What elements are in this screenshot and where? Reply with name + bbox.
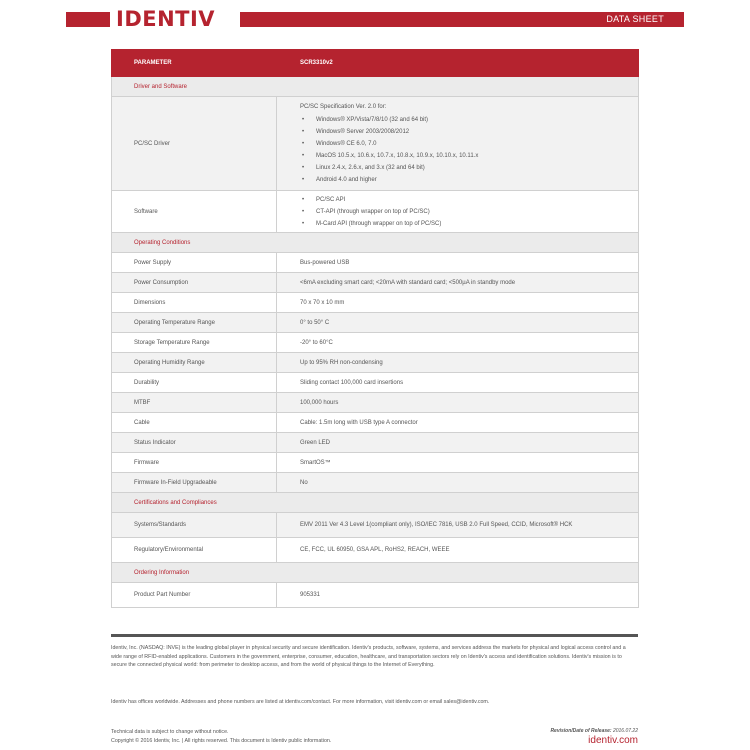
table-row [112,413,639,433]
table-row [112,538,639,563]
software-value [277,191,639,233]
list-item: • MacOS 10.5.x, 10.6.x, 10.7.x, 10.8.x, 10.9.x, 10.10.x, 10.11.x [300,150,638,162]
section-row-operating [112,233,639,253]
list-item: • Android 4.0 and higher [300,174,638,186]
table-row [112,273,639,293]
row-value: Bus-powered USB [277,253,639,273]
row-label: Status Indicator [112,433,277,453]
row-value: CE, FCC, UL 60950, GSA APL, RoHS2, REACH, WEEE [277,538,639,563]
row-value: SmartOS™ [277,453,639,473]
revision-label: Revision/Date of Release: [550,728,612,734]
table-row [112,583,639,608]
row-label: Firmware [112,453,277,473]
list-item: • Windows® Server 2003/2008/2012 [300,126,638,138]
row-label: Operating Temperature Range [112,313,277,333]
table-row [112,293,639,313]
row-label: Power Consumption [112,273,277,293]
row-value: 100,000 hours [277,393,639,413]
table-row [112,333,639,353]
row-value: Up to 95% RH non-condensing [277,353,639,373]
section-title-certs: Certifications and Compliances [112,493,639,513]
list-item: • Windows® XP/Vista/7/8/10 (32 and 64 bit) [300,114,638,126]
row-value: EMV 2011 Ver 4.3 Level 1(compliant only), ISO/IEC 7816, USB 2.0 Full Speed, CCID, Microsoft® HCK [277,513,639,538]
list-item: • Linux 2.4.x, 2.6.x, and 3.x (32 and 64 bit) [300,162,638,174]
row-value: Cable: 1.5m long with USB type A connector [277,413,639,433]
section-title-ordering: Ordering Information [112,563,639,583]
header-model: SCR3310v2 [277,50,639,77]
list-item: • M-Card API (through wrapper on top of PC/SC) [300,218,638,230]
section-row-certs [112,493,639,513]
row-label: Operating Humidity Range [112,353,277,373]
section-title-operating: Operating Conditions [112,233,639,253]
table-row [112,513,639,538]
row-value: -20° to 60°C [277,333,639,353]
table-row [112,393,639,413]
row-value: Sliding contact 100,000 card insertions [277,373,639,393]
list-item: • CT-API (through wrapper on top of PC/SC) [300,206,638,218]
row-value: 905331 [277,583,639,608]
pcsc-label: PC/SC Driver [112,97,277,191]
table-row-pcsc [112,97,639,191]
company-description: Identiv, Inc. (NASDAQ: INVE) is the leading global player in physical security and secure identification. Identiv's products, software, systems, and services address the markets for physical and logical access control and a wide range of RFID-enabled applications. Customers in the government, enterprise, consumer, education, healthcare, and transportation sectors rely on Identiv's access and identification solutions. Identiv's mission is to secure the connected physical world: from perimeter to desktop access, and from the world of physical things to the Internet of Everything. [111,645,626,668]
row-label: Regulatory/Environmental [112,538,277,563]
row-label: Firmware In-Field Upgradeable [112,473,277,493]
section-row-ordering [112,563,639,583]
header-parameter: PARAMETER [112,50,277,77]
revision-date [550,728,638,734]
software-list [300,194,638,230]
pcsc-os-list [300,114,638,186]
copyright: Copyright © 2016 Identiv, Inc. | All rights reserved. This document is Identiv public information. [111,738,332,744]
row-label: Product Part Number [112,583,277,608]
list-item: • PC/SC API [300,194,638,206]
table-header-row [112,50,639,77]
row-label: Durability [112,373,277,393]
revision-value: 2016.07.22 [612,728,638,734]
contact-info: Identiv has offices worldwide. Addresses and phone numbers are listed at identiv.com/contact. For more information, visit identiv.com or email sales@identiv.com. [111,699,490,705]
table-row [112,353,639,373]
header-data-sheet-bar [240,12,684,27]
website-link[interactable]: identiv.com [588,735,638,746]
row-label: Storage Temperature Range [112,333,277,353]
pcsc-intro: PC/SC Specification Ver. 2.0 for: [300,104,387,111]
table-row-software [112,191,639,233]
row-label: MTBF [112,393,277,413]
identiv-logo: IDENTIV [116,7,216,31]
row-label: Dimensions [112,293,277,313]
pcsc-value [277,97,639,191]
spec-table [111,49,639,608]
row-value: No [277,473,639,493]
table-row [112,433,639,453]
list-item: • Windows® CE 6.0, 7.0 [300,138,638,150]
row-label: Power Supply [112,253,277,273]
table-row [112,313,639,333]
header-left-bar [66,12,110,27]
row-value: 0° to 50° C [277,313,639,333]
table-row [112,453,639,473]
table-row [112,473,639,493]
footer-divider [111,634,638,637]
section-title-driver: Driver and Software [112,77,639,97]
row-label: Systems/Standards [112,513,277,538]
row-value: Green LED [277,433,639,453]
table-row [112,373,639,393]
row-label: Cable [112,413,277,433]
software-label: Software [112,191,277,233]
disclaimer: Technical data is subject to change without notice. [111,729,229,735]
doc-type-label: DATA SHEET [606,14,664,24]
row-value: 70 x 70 x 10 mm [277,293,639,313]
row-value: <6mA excluding smart card; <20mA with standard card; <500µA in standby mode [277,273,639,293]
table-row [112,253,639,273]
section-row-driver [112,77,639,97]
